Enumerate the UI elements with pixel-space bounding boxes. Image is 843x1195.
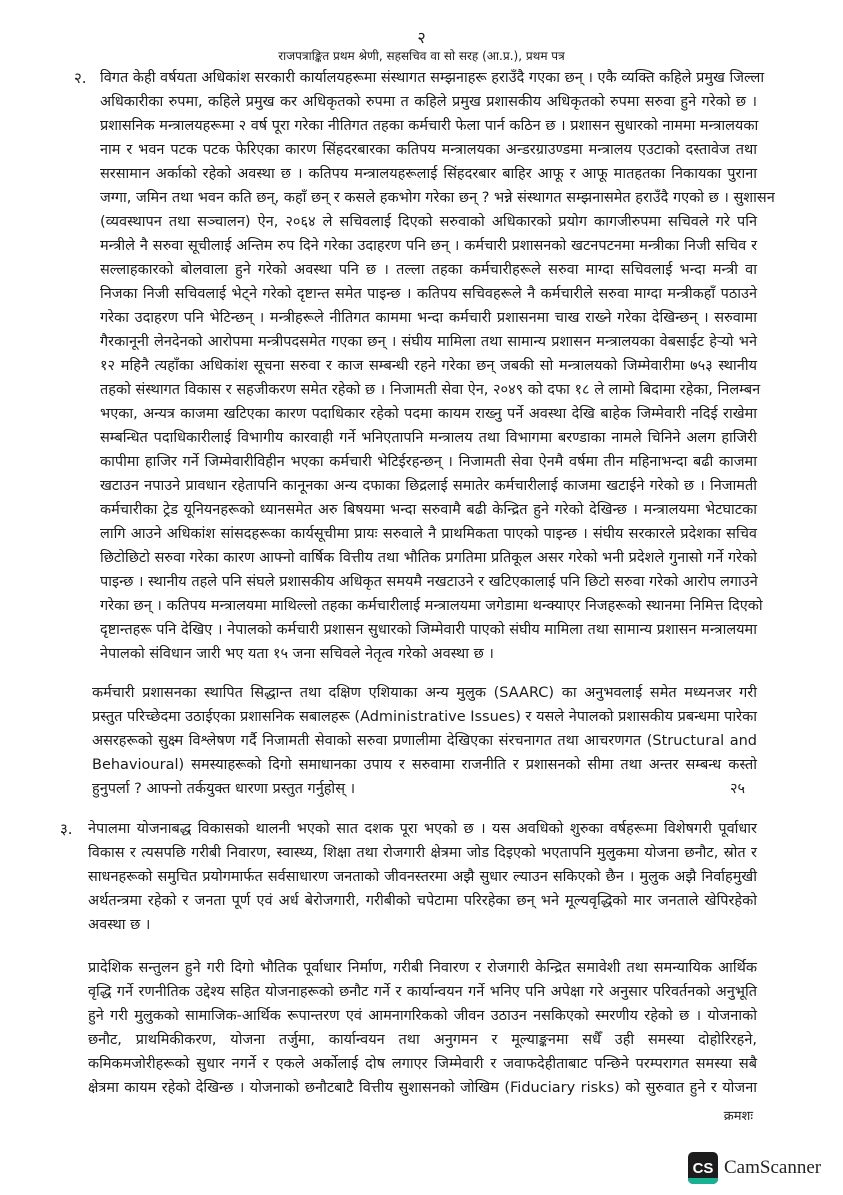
text-line: खटाउन नपाउने प्रावधान रहेतापनि कानूनका अन्य दफाका छिद्रलाई समातेर कर्मचारीलाई काजमा खटाईने गरेको छ । निजामती (100, 478, 757, 494)
page-number: २ (417, 28, 426, 47)
text-line: गरेका उदाहरण पनि भेटिन्छन् । मन्त्रीहरूले नीतिगत काममा भन्दा कर्मचारी प्रशासनमा चाख राख्ने गरेका देखिन्छन् । सरुवामा (100, 310, 757, 326)
question-3-number: ३. (60, 820, 73, 838)
question-3-paragraph-2 (88, 956, 757, 1100)
question-3-paragraph-1 (88, 817, 757, 937)
text-line: Behavioural) समस्याहरूको दिगो समाधानका उपाय र सरुवामा राजनीति र प्रशासनको सीमा तथा अन्तर सम्बन्ध कस्तो (92, 757, 757, 773)
text-line: सल्लाहकारको बोलवाला हुने गरेको अवस्था पनि छ । तल्ला तहका कर्मचारीहरूले सरुवा माग्दा सचिवलाई भन्दा मन्त्री वा (100, 262, 757, 278)
text-line: विकास र त्यसपछि गरीबी निवारण, स्वास्थ्य, शिक्षा तथा रोजगारी क्षेत्रमा जोड दिइएको भएतापनि मुलुकमा योजना छनौट, स्रोत र (88, 845, 757, 861)
text-line: निजका निजी सचिवलाई भेट्ने गरेको दृष्टान्त समेत पाइन्छ । कतिपय सचिवहरूले नै कर्मचारीले सरुवा माग्दा मन्त्रीकहाँ पठाउने (100, 286, 757, 302)
text-line: भएका, अन्यत्र काजमा खटिएका कारण पदाधिकार रहेको पदमा कायम राख्नु पर्ने अवस्था देखि बाहेक जिम्मेवारी नदिई राखेमा (100, 406, 757, 422)
question-2-marks: २५ (730, 781, 746, 797)
text-line: तहको संस्थागत विकास र सहजीकरण समेत रहेको छ । निजामती सेवा ऐन, २०४९ को दफा १८ ले लामो बिदामा रहेका, निलम्बन (100, 382, 761, 398)
text-line: वृद्धि गर्ने रणनीतिक उद्देश्य सहित योजनाहरूको छनौट गर्ने र कार्यान्वयन गर्ने भनिए पनि अपेक्षा गरे अनुसार परिवर्तनको अनुभूति (88, 984, 757, 1000)
text-line: (व्यवस्थापन तथा सञ्चालन) ऐन, २०६४ ले सचिवलाई दिएको सरुवाको अधिकारको प्रयोग कागजीरुपमा सचिवले गरे पनि (100, 214, 757, 230)
text-line: प्रस्तुत परिच्छेदमा उठाईएका प्रशासनिक सबालहरू (Administrative Issues) र यसले नेपालको प्रशासकीय प्रबन्धमा पारेका (92, 709, 757, 725)
text-line: मन्त्रीले नै सरुवा सूचीलाई अन्तिम रुप दिने गरेका उदाहरण पनि छन् । कर्मचारी प्रशासनको खटनपटनमा मन्त्रीका निजी सचिव र (100, 238, 757, 254)
text-line: छनौट, प्राथमिकीकरण, योजना तर्जुमा, कार्यान्वयन तथा अनुगमन र मूल्याङ्कनमा सधैँ उही समस्या दोहोरिरहने, (88, 1032, 757, 1048)
text-line: गरेका छन् । कतिपय मन्त्रालयमा माथिल्लो तहका कर्मचारीलाई मन्त्रालयमा जगेडामा थन्क्याएर निजहरूको स्थानमा निमित्त दिएको (100, 598, 763, 614)
text-line: जग्गा, जमिन तथा भवन कति छन्, कहाँ छन् र कसले हकभोग गरेका छन् ? भन्ने संस्थागत सम्झनासमेत हराउँदै गएको छ । सुशासन (100, 190, 775, 206)
text-line: साधनहरूको समुचित प्रयोगमार्फत सर्वसाधारण जनताको जीवनस्तरमा अझै सुधार ल्याउन सकिएको छैन । मुलुक अझै निर्वाहमुखी (88, 869, 757, 885)
text-line: १२ महिनै त्यहाँका अधिकांश सूचना सरुवा र काज सम्बन्धी रहने गरेका छन् जबकी सो मन्त्रालयको जिम्मेवारीमा ७५३ स्थानीय (100, 358, 757, 374)
text-line: कमिकमजोरीहरूको सुधार नगर्ने र एकले अर्कोलाई दोष लगाएर जिम्मेवारी र जवाफदेहीताबाट पन्छिने परम्परागत समस्या सबै (88, 1056, 757, 1072)
text-line: छिटोछिटो सरुवा गरेका कारण आफ्नो वार्षिक वित्तीय तथा भौतिक प्रगतिमा प्रतिकूल असर गरेको भनी प्रदेशले गुनासो गर्ने गरेको (100, 550, 757, 566)
text-line: हुने गरी मुलुकको सामाजिक-आर्थिक रूपान्तरण एवं आमनागरिकको जीवन उठाउन नसकिएको स्मरणीय रहेको छ । योजनाको (88, 1008, 757, 1024)
question-2-number: २. (74, 69, 87, 87)
text-line: पाइन्छ । स्थानीय तहले पनि संघले प्रशासकीय अधिकृत समयमै नखटाउने र खटिएकालाई पनि छिटो सरुवा गरेको आरोप लगाउने (100, 574, 758, 590)
text-line: प्रादेशिक सन्तुलन हुने गरी दिगो भौतिक पूर्वाधार निर्माण, गरीबी निवारण र रोजगारी केन्द्रित समावेशी तथा समन्यायिक आर्थिक (88, 960, 757, 976)
text-line: अर्थतन्त्रमा रहेको र जनता पूर्ण एवं अर्ध बेरोजगारी, गरीबीको चपेटामा परिरहेका छन् भने मूल्यवृद्धिको मार जनताले खेपिरहेको (88, 893, 757, 909)
text-line: कापीमा हाजिर गर्ने जिम्मेवारीविहीन भएका कर्मचारी भेटिईरहन्छन् । निजामती सेवा ऐनमै वर्षमा तीन महिनाभन्दा बढी काजमा (100, 454, 757, 470)
text-line: नेपालमा योजनाबद्ध विकासको थालनी भएको सात दशक पूरा भएको छ । यस अवधिको शुरुका वर्षहरूमा विशेषगरी पूर्वाधार (88, 821, 757, 837)
text-line: अवस्था छ । (88, 917, 151, 933)
text-line: लागि आउने अधिकांश सांसदहरूका कार्यसूचीमा प्रायः सरुवाले नै प्राथमिकता पाएको पाइन्छ । संघीय सरकारले प्रदेशका सचिव (100, 526, 757, 542)
continued-label: क्रमशः (723, 1109, 753, 1124)
text-line: नाम र भवन पटक पटक फेरिएका कारण सिंहदरबारका कतिपय मन्त्रालयका अन्डरग्राउण्डमा मन्त्रालय एउटाको दस्तावेज तथा (100, 142, 757, 158)
text-line: विगत केही वर्षयता अधिकांश सरकारी कार्यालयहरूमा संस्थागत सम्झनाहरू हराउँदै गएका छन् । एकै व्यक्ति कहिले प्रमुख जिल्ला (100, 70, 765, 86)
text-line: गैरकानूनी लेनदेनको आरोपमा मन्त्रीपदसमेत गएका छन् । संघीय मामिला तथा सामान्य प्रशासन मन्त्रालयका वेबसाईट हेर्‍यो भने (100, 334, 757, 350)
text-line: प्रशासनिक मन्त्रालयहरूमा २ वर्ष पूरा गरेका नीतिगत तहका कर्मचारी फेला पार्न कठिन छ । प्रशासन सुधारको नाममा मन्त्रालयका (100, 118, 759, 134)
text-line: नेपालको संविधान जारी भए यता १५ जना सचिवले नेतृत्व गरेको अवस्था छ । (100, 646, 494, 662)
text-line: अधिकारीका रुपमा, कहिले प्रमुख कर अधिकृतको रुपमा त कहिले प्रमुख प्रशासकीय अधिकृतको रुपमा सरुवा हुने गरेको छ । (100, 94, 757, 110)
text-line: हुनुपर्ला ? आफ्नो तर्कयुक्त धारणा प्रस्तुत गर्नुहोस् । (92, 781, 356, 797)
page-header: राजपत्राङ्कित प्रथम श्रेणी, सहसचिव वा सो सरह (आ.प्र.), प्रथम पत्र (278, 49, 565, 63)
question-2-prompt (92, 681, 757, 801)
text-line: कर्मचारी प्रशासनका स्थापित सिद्धान्त तथा दक्षिण एशियाका अन्य मुलुक (SAARC) का अनुभवलाई समेत मध्यनजर गरी (92, 685, 757, 701)
text-line: असरहरूको सुक्ष्म विश्लेषण गर्दै निजामती सेवाको सरुवा प्रणालीमा देखिएका संरचनागत तथा आचरणगत (Structural and (92, 733, 757, 749)
text-line: सम्बन्धित पदाधिकारीलाई विभागीय कारवाही गर्ने भनिएतापनि मन्त्रालय तथा विभागमा बरण्डाका नामले चिनिने अलग हाजिरी (100, 430, 757, 446)
text-line: कर्मचारीका ट्रेड यूनियनहरूको ध्यानसमेत अरु बिषयमा भन्दा सरुवामै बढी केन्द्रित हुने गरेको देखिन्छ । मन्त्रालयमा भेटघाटका (100, 502, 757, 518)
camscanner-watermark (688, 1152, 821, 1184)
camscanner-logo-icon: CS (688, 1152, 718, 1184)
camscanner-name: CamScanner (724, 1157, 822, 1178)
text-line: क्षेत्रमा कायम रहेको देखिन्छ । योजनाको छनौटबाटै वित्तीय सुशासनको जोखिम (Fiduciary risks) को सुरुवात हुने र योजना (88, 1080, 757, 1096)
text-line: दृष्टान्तहरू पनि देखिए । नेपालको कर्मचारी प्रशासन सुधारको जिम्मेवारी पाएको संघीय मामिला तथा सामान्य प्रशासन मन्त्रालयमा (100, 622, 757, 638)
text-line: सरसामान अर्काको रहेको अवस्था छ । कतिपय मन्त्रालयहरूलाई सिंहदरबार बाहिर आफू र आफू मातहतका निकायका पुराना (100, 166, 757, 182)
question-2-passage (100, 66, 775, 666)
